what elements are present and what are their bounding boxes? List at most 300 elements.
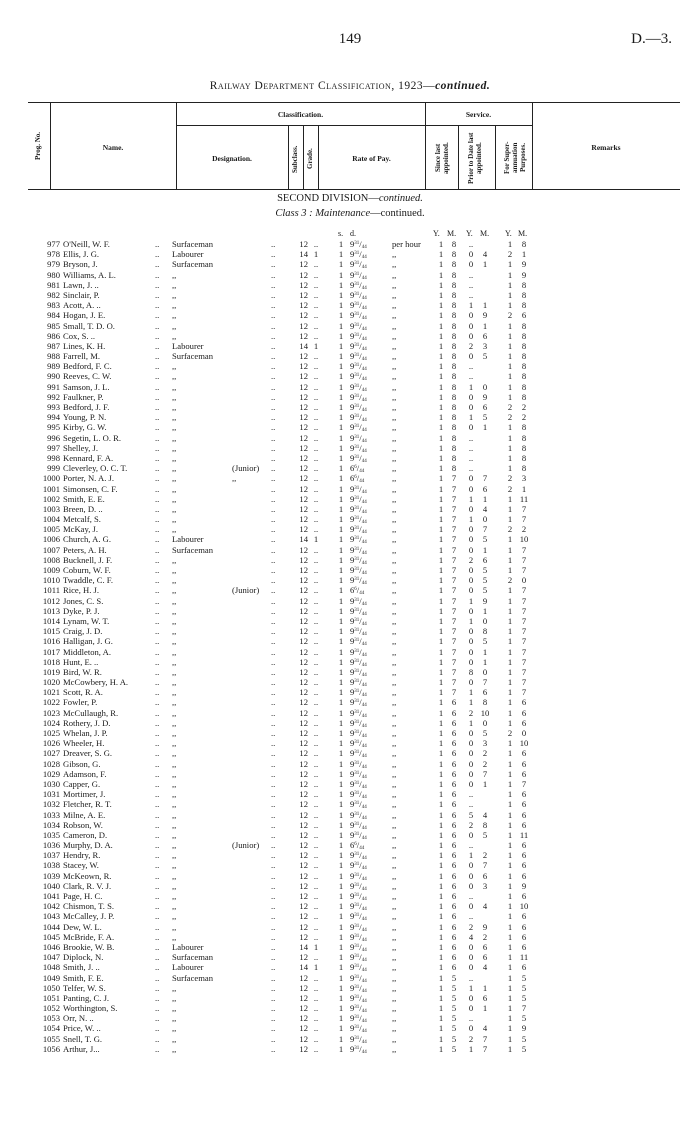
grade: 12 — [299, 789, 308, 800]
rate-fraction-slash: / — [359, 677, 362, 688]
grade: 12 — [299, 952, 308, 963]
rate-pence: 9 — [350, 442, 355, 453]
prior-years: 2 — [468, 554, 474, 565]
super-years: 1 — [507, 646, 513, 657]
employee-name: Williams, A. L. — [63, 269, 116, 280]
document-reference: D.—3. — [631, 31, 672, 47]
employee-name: Whelan, J. P. — [63, 728, 108, 738]
super-months: 7 — [521, 514, 527, 525]
super-months: 11 — [519, 952, 529, 963]
since-years: 1 — [438, 931, 444, 942]
since-months: 8 — [451, 330, 457, 341]
prior-years: 0 — [468, 503, 474, 514]
since-years: 1 — [438, 432, 444, 443]
prior-years: 0 — [468, 738, 474, 749]
since-months: 6 — [451, 840, 457, 851]
rate-fraction-denominator: 44 — [361, 367, 367, 373]
since-months: 7 — [451, 585, 457, 596]
rate-fraction-slash: / — [359, 239, 362, 249]
super-years: 1 — [507, 758, 513, 769]
super-years: 1 — [507, 717, 513, 728]
rate-fraction-denominator: 44 — [359, 846, 365, 852]
designation: ,, — [172, 982, 177, 993]
super-months: 3 — [521, 473, 527, 484]
since-years: 1 — [438, 1013, 444, 1024]
rate-fraction-slash: / — [359, 707, 362, 718]
rate-fraction-numerator: 31 — [354, 852, 360, 858]
since-years: 1 — [438, 982, 444, 993]
rate-pence: 9 — [350, 707, 355, 718]
table-row — [0, 1013, 700, 1023]
prior-years: 0 — [468, 605, 474, 616]
prior-months: 7 — [482, 1043, 488, 1054]
super-years: 1 — [507, 850, 513, 861]
prior-months: 3 — [482, 738, 488, 749]
rate-fraction-slash: / — [359, 330, 362, 341]
prior-years: 0 — [468, 422, 474, 433]
since-months: 7 — [451, 503, 457, 514]
since-years: 1 — [438, 636, 444, 647]
leader-dots: .. — [155, 748, 160, 759]
table-row — [0, 259, 700, 269]
rate-fraction-denominator: 44 — [361, 723, 367, 729]
leader-dots: .. — [271, 707, 276, 718]
class-number: 1 — [338, 626, 344, 637]
rate-pence: 6 — [350, 473, 355, 484]
class-number: 1 — [338, 962, 344, 973]
header-designation: Designation. — [212, 154, 252, 163]
since-years: 1 — [438, 728, 444, 738]
since-years: 1 — [438, 361, 444, 372]
subclass: .. — [313, 707, 319, 718]
rate-fraction-denominator: 44 — [361, 540, 367, 546]
rate-fraction-denominator: 44 — [361, 856, 367, 862]
grade: 12 — [299, 605, 308, 616]
table-row — [0, 769, 700, 779]
employee-name: Farrell, M. — [63, 351, 100, 362]
super-years: 1 — [507, 870, 513, 881]
leader-dots: .. — [271, 585, 276, 596]
class-number: 1 — [338, 330, 344, 341]
section-heading — [0, 193, 700, 204]
rate-pence: 9 — [350, 819, 355, 830]
rate-fraction-numerator: 31 — [354, 383, 360, 389]
prog-no: 1035 — [42, 829, 60, 840]
rate-fraction-numerator: 31 — [354, 699, 360, 705]
prog-no: 1010 — [42, 575, 60, 586]
since-years: 1 — [438, 493, 444, 504]
prog-no: 1026 — [42, 738, 60, 749]
designation: ,, — [172, 901, 177, 912]
since-years: 1 — [438, 320, 444, 331]
rate-fraction-slash: / — [359, 962, 362, 973]
leader-dots: .. — [271, 1033, 276, 1044]
since-years: 1 — [438, 768, 444, 779]
table-row — [0, 973, 700, 983]
class-number: 1 — [338, 483, 344, 494]
table-body — [0, 239, 700, 1054]
rate-fraction-denominator: 44 — [361, 489, 367, 495]
employee-name: Brookie, W. B. — [63, 941, 115, 952]
since-years: 1 — [438, 626, 444, 637]
since-months: 5 — [451, 1033, 457, 1044]
prog-no: 992 — [47, 391, 60, 402]
rate-unit: ,, — [392, 565, 397, 575]
rate-fraction-numerator: 6 — [354, 587, 357, 593]
class-number: 1 — [338, 768, 344, 779]
rate-fraction-numerator: 31 — [354, 241, 360, 246]
since-years: 1 — [438, 911, 444, 922]
class-number: 1 — [338, 1043, 344, 1054]
designation: ,, — [172, 717, 177, 728]
grade: 12 — [299, 402, 308, 412]
rate-fraction-numerator: 31 — [354, 913, 360, 919]
designation: ,, — [172, 1043, 177, 1054]
rate-pence: 9 — [350, 891, 355, 901]
leader-dots: .. — [155, 615, 160, 626]
designation: Surfaceman — [172, 972, 214, 983]
designation: ,, — [172, 860, 177, 871]
designation: ,, — [172, 870, 177, 881]
subclass: .. — [313, 514, 319, 525]
class-number: 1 — [338, 279, 344, 290]
designation: ,, — [172, 687, 177, 698]
super-years: 1 — [507, 432, 513, 443]
prog-no: 1052 — [42, 1003, 60, 1014]
grade: 12 — [299, 1033, 308, 1044]
rate-fraction-slash: / — [359, 279, 362, 290]
since-years: 1 — [438, 778, 444, 789]
grade: 12 — [299, 452, 308, 463]
employee-name: Lines, K. H. — [63, 340, 106, 351]
rate-pence: 9 — [350, 300, 355, 311]
prior-years: .. — [468, 799, 474, 810]
rate-fraction-slash: / — [359, 952, 362, 963]
super-months: 10 — [519, 534, 529, 545]
employee-name: Capper, G. — [63, 778, 101, 789]
grade: 12 — [299, 524, 308, 535]
rate-unit: ,, — [392, 391, 397, 402]
table-row — [0, 596, 700, 606]
grade: 12 — [299, 656, 308, 667]
rate-pence: 9 — [350, 575, 355, 586]
since-months: 7 — [451, 666, 457, 677]
prior-months: 6 — [482, 870, 488, 881]
prior-years: 0 — [468, 778, 474, 789]
designation: ,, — [172, 829, 177, 840]
subclass: .. — [313, 656, 319, 667]
leader-dots: .. — [271, 463, 276, 474]
rate-fraction-slash: / — [359, 982, 362, 993]
rate-fraction-slash: / — [359, 503, 362, 514]
employee-name: Smith, F. E. — [63, 972, 104, 983]
employee-name: Murphy, D. A. — [63, 840, 113, 851]
rate-fraction-numerator: 31 — [354, 546, 360, 552]
subclass: .. — [313, 381, 319, 392]
rate-fraction-slash: / — [359, 320, 362, 331]
super-years: 1 — [507, 656, 513, 667]
super-months: 6 — [521, 789, 527, 800]
leader-dots: .. — [271, 646, 276, 657]
subclass: .. — [313, 351, 319, 362]
since-months: 6 — [451, 799, 457, 810]
super-months: 7 — [521, 646, 527, 657]
since-months: 8 — [451, 340, 457, 351]
class-number: 1 — [338, 1033, 344, 1044]
rate-fraction-slash: / — [359, 901, 362, 912]
leader-dots: .. — [271, 330, 276, 341]
super-months: 0 — [521, 728, 527, 738]
class-number: 1 — [338, 748, 344, 759]
prior-years: .. — [468, 1013, 474, 1024]
rate-unit: ,, — [392, 422, 397, 433]
designation: Surfaceman — [172, 351, 214, 362]
rate-fraction-slash: / — [359, 941, 362, 952]
rate-pence: 9 — [350, 952, 355, 963]
leader-dots: .. — [271, 1023, 276, 1034]
class-number: 1 — [338, 707, 344, 718]
prog-no: 984 — [47, 310, 60, 321]
super-years: 1 — [507, 340, 513, 351]
prog-no: 1019 — [42, 666, 60, 677]
page-title-main: Railway Department Classification, 1923— — [209, 80, 436, 92]
rate-fraction-slash: / — [359, 340, 362, 351]
rate-fraction-slash: / — [359, 1033, 362, 1044]
prior-years: 1 — [468, 850, 474, 861]
designation: ,, — [172, 636, 177, 647]
prior-years: 2 — [468, 1033, 474, 1044]
since-years: 1 — [438, 829, 444, 840]
leader-dots: .. — [271, 748, 276, 759]
designation: ,, — [172, 758, 177, 769]
unit-shillings: s. — [338, 229, 344, 238]
since-months: 5 — [451, 982, 457, 993]
unit-years-prior: Y. — [466, 229, 473, 238]
rate-fraction-denominator: 44 — [361, 693, 367, 699]
rate-unit: ,, — [392, 1043, 397, 1054]
table-row — [0, 891, 700, 901]
super-months: 0 — [521, 575, 527, 586]
class-number: 1 — [338, 717, 344, 728]
unit-years-super: Y. — [505, 229, 512, 238]
grade: 12 — [299, 239, 308, 249]
prog-no: 1044 — [42, 921, 60, 932]
employee-name: Dyke, P. J. — [63, 605, 100, 616]
super-years: 1 — [507, 503, 513, 514]
rate-fraction-slash: / — [359, 605, 362, 616]
leader-dots: .. — [271, 412, 276, 423]
since-years: 1 — [438, 249, 444, 260]
leader-dots: .. — [271, 554, 276, 565]
subclass: .. — [313, 697, 319, 708]
rate-fraction-slash: / — [359, 289, 362, 300]
prior-years: 0 — [468, 728, 474, 738]
rate-fraction-denominator: 44 — [361, 571, 367, 576]
since-months: 8 — [451, 259, 457, 270]
prior-months: 1 — [482, 982, 488, 993]
rate-fraction-numerator: 31 — [354, 679, 360, 685]
header-since-last: Since last appointed. — [434, 142, 450, 174]
super-years: 1 — [507, 972, 513, 983]
leader-dots: .. — [271, 391, 276, 402]
since-months: 6 — [451, 891, 457, 901]
table-row — [0, 636, 700, 646]
rate-unit: ,, — [392, 544, 397, 555]
prog-no: 1040 — [42, 880, 60, 891]
rate-fraction-slash: / — [359, 687, 362, 698]
super-months: 8 — [521, 330, 527, 341]
since-years: 1 — [438, 1043, 444, 1054]
subclass: .. — [313, 819, 319, 830]
subclass: 1 — [313, 941, 319, 952]
since-years: 1 — [438, 1033, 444, 1044]
designation: Labourer — [172, 249, 204, 260]
designation: ,, — [172, 921, 177, 932]
designation: ,, — [172, 330, 177, 341]
leader-dots: .. — [155, 962, 160, 973]
rate-fraction-slash: / — [359, 850, 362, 861]
class-number: 1 — [338, 300, 344, 311]
table-row — [0, 871, 700, 881]
prior-years: 1 — [468, 1043, 474, 1054]
prior-years: .. — [468, 361, 474, 372]
rate-fraction-numerator: 31 — [354, 485, 360, 491]
class-number: 1 — [338, 646, 344, 657]
rate-unit: ,, — [392, 595, 397, 606]
rate-unit: ,, — [392, 992, 397, 1003]
designation: ,, — [172, 646, 177, 657]
table-row — [0, 881, 700, 891]
since-years: 1 — [438, 1003, 444, 1014]
rate-unit: ,, — [392, 870, 397, 881]
class-number: 1 — [338, 452, 344, 463]
prior-months: 1 — [482, 300, 488, 311]
rate-unit: ,, — [392, 615, 397, 626]
prog-no: 1013 — [42, 605, 60, 616]
designation: ,, — [172, 493, 177, 504]
class-number: 1 — [338, 656, 344, 667]
grade: 12 — [299, 860, 308, 871]
grade: 12 — [299, 575, 308, 586]
header-service: Service. — [465, 110, 492, 119]
leader-dots: .. — [155, 493, 160, 504]
leader-dots: .. — [271, 371, 276, 382]
prog-no: 1005 — [42, 524, 60, 535]
leader-dots: .. — [155, 351, 160, 362]
section-heading-text: SECOND DIVISION— — [277, 193, 379, 204]
table-row — [0, 840, 700, 850]
employee-name: Church, A. G. — [63, 534, 111, 545]
rate-fraction-slash: / — [359, 911, 362, 922]
since-months: 7 — [451, 514, 457, 525]
leader-dots: .. — [271, 351, 276, 362]
grade: 12 — [299, 463, 308, 474]
employee-name: McBride, F. A. — [63, 931, 115, 942]
prog-no: 993 — [47, 402, 60, 412]
rate-fraction-slash: / — [359, 829, 362, 840]
subclass: .. — [313, 931, 319, 942]
super-years: 1 — [507, 931, 513, 942]
leader-dots: .. — [155, 941, 160, 952]
grade: 12 — [299, 259, 308, 270]
designation: ,, — [172, 789, 177, 800]
class-number: 1 — [338, 585, 344, 596]
grade: 12 — [299, 1003, 308, 1014]
since-months: 8 — [451, 361, 457, 372]
leader-dots: .. — [271, 503, 276, 514]
since-months: 7 — [451, 554, 457, 565]
rate-fraction-numerator: 31 — [354, 893, 360, 898]
prior-years: 2 — [468, 340, 474, 351]
rate-pence: 9 — [350, 738, 355, 749]
rate-fraction-slash: / — [359, 646, 362, 657]
table-row — [0, 820, 700, 830]
employee-name: Scott, R. A. — [63, 687, 103, 698]
table-row — [0, 606, 700, 616]
prior-months: 7 — [482, 1033, 488, 1044]
unit-months-prior: M. — [480, 229, 490, 238]
rate-fraction-numerator: 31 — [354, 567, 360, 572]
leader-dots: .. — [271, 310, 276, 321]
rate-fraction-denominator: 44 — [361, 408, 367, 413]
super-years: 1 — [507, 707, 513, 718]
employee-name: Small, T. D. O. — [63, 320, 115, 331]
rate-unit: ,, — [392, 412, 397, 423]
since-months: 7 — [451, 473, 457, 484]
class-number: 1 — [338, 381, 344, 392]
subclass: .. — [313, 758, 319, 769]
leader-dots: .. — [155, 901, 160, 912]
rate-unit: ,, — [392, 738, 397, 749]
table-row — [0, 677, 700, 687]
leader-dots: .. — [155, 585, 160, 596]
employee-name: Price, W. .. — [63, 1023, 101, 1034]
prog-no: 985 — [47, 320, 60, 331]
super-months: 8 — [521, 340, 527, 351]
class-number: 1 — [338, 677, 344, 688]
since-years: 1 — [438, 901, 444, 912]
subclass: .. — [313, 585, 319, 596]
grade: 12 — [299, 300, 308, 311]
employee-name: Panting, C. J. — [63, 992, 110, 1003]
rate-fraction-denominator: 44 — [361, 621, 367, 627]
rate-fraction-slash: / — [359, 626, 362, 637]
leader-dots: .. — [155, 575, 160, 586]
super-years: 2 — [507, 483, 513, 494]
super-months: 5 — [521, 1013, 527, 1024]
class-number: 1 — [338, 952, 344, 963]
rate-fraction-denominator: 44 — [361, 734, 367, 739]
super-months: 8 — [521, 361, 527, 372]
rate-pence: 9 — [350, 565, 355, 575]
rate-fraction-slash: / — [359, 1013, 362, 1024]
rate-pence: 9 — [350, 901, 355, 912]
rate-pence: 9 — [350, 432, 355, 443]
since-years: 1 — [438, 880, 444, 891]
rate-unit: ,, — [392, 503, 397, 514]
prior-years: .. — [468, 442, 474, 453]
rate-fraction-slash: / — [359, 422, 362, 433]
leader-dots: .. — [271, 982, 276, 993]
rate-fraction-slash: / — [359, 432, 362, 443]
designation: ,, — [172, 1013, 177, 1024]
prior-years: 1 — [468, 697, 474, 708]
employee-name: Bedford, J. F. — [63, 402, 110, 412]
grade: 12 — [299, 921, 308, 932]
rate-unit: ,, — [392, 361, 397, 372]
since-years: 1 — [438, 595, 444, 606]
since-months: 7 — [451, 493, 457, 504]
